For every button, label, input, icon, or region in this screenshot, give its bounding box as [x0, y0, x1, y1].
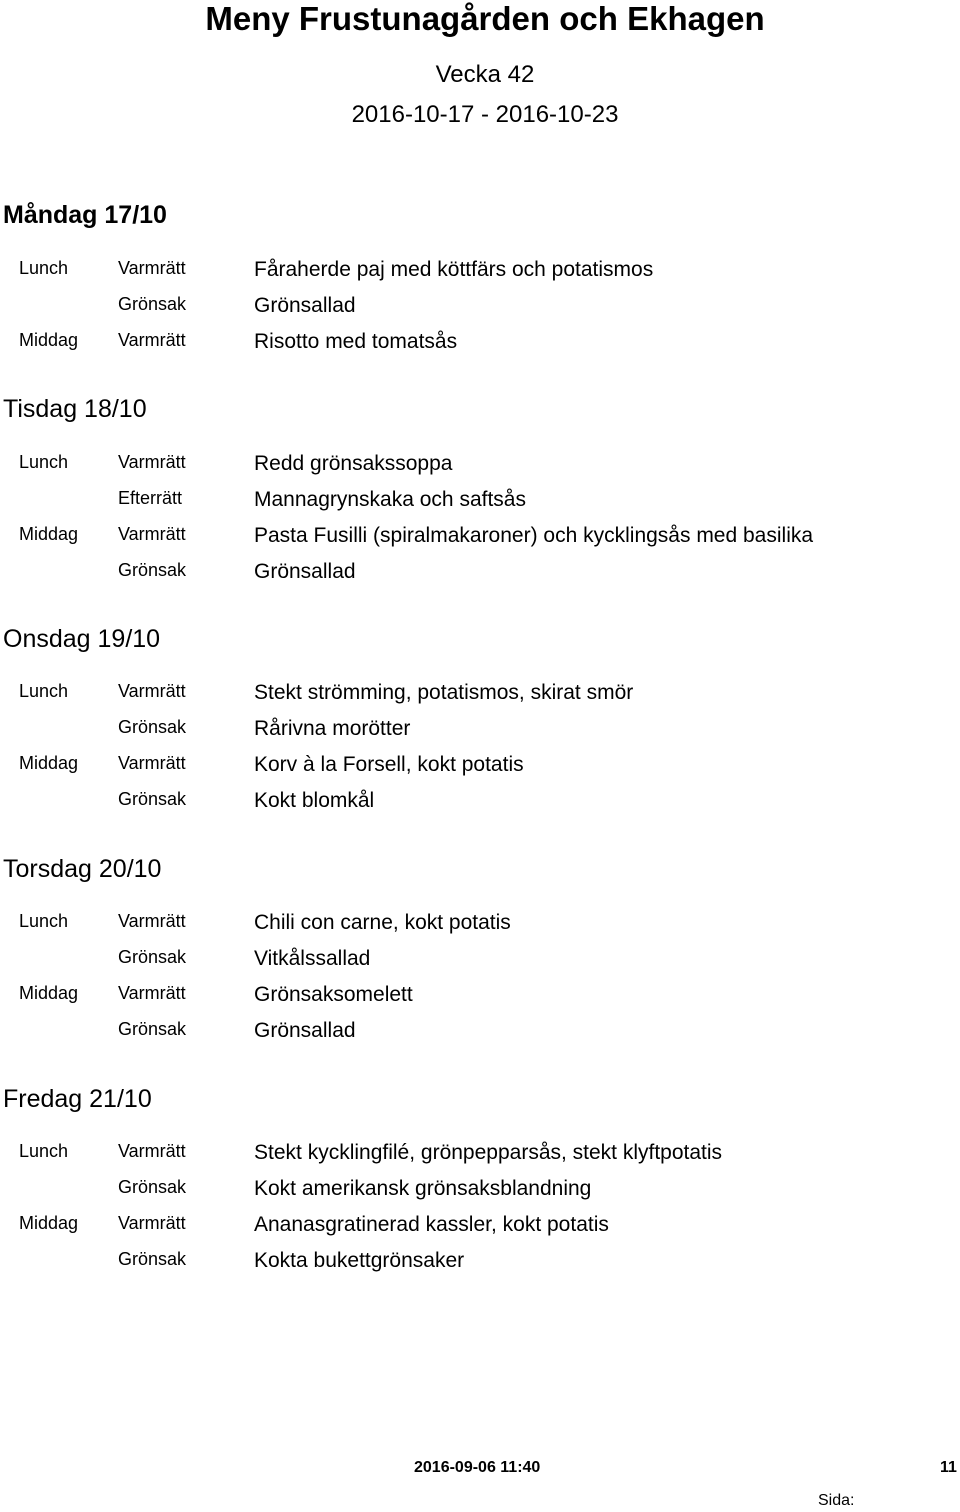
course-type: Varmrätt: [118, 681, 186, 701]
menu-row: [0, 1139, 960, 1175]
menu-row: [0, 1017, 960, 1053]
course-type: Varmrätt: [118, 983, 186, 1003]
dish-name: Vitkålssallad: [254, 947, 371, 970]
dish-name: Rårivna morötter: [254, 717, 411, 740]
dish-name: Ananasgratinerad kassler, kokt potatis: [254, 1213, 609, 1236]
dish-name: Fåraherde paj med köttfärs och potatismos: [254, 258, 654, 281]
meal-label: Lunch: [19, 681, 69, 701]
meal-label: Lunch: [19, 1141, 69, 1161]
footer-page-label: Sida:: [818, 1492, 855, 1509]
meal-label: Middag: [19, 1213, 79, 1233]
menu-row: [0, 981, 960, 1017]
dish-name: Risotto med tomatsås: [254, 330, 458, 353]
course-type: Efterrätt: [118, 488, 183, 508]
day-heading: Fredag 21/10: [3, 1085, 152, 1113]
menu-row: [0, 522, 960, 558]
menu-row: [0, 945, 960, 981]
course-type: Varmrätt: [118, 911, 186, 931]
course-type: Grönsak: [118, 947, 187, 967]
menu-row: [0, 679, 960, 715]
day-heading: Tisdag 18/10: [3, 395, 147, 423]
menu-row: [0, 328, 960, 364]
menu-row: [0, 1175, 960, 1211]
dish-name: Chili con carne, kokt potatis: [254, 911, 511, 934]
date-range: 2016-10-17 - 2016-10-23: [351, 101, 619, 128]
dish-name: Redd grönsakssoppa: [254, 452, 453, 475]
menu-row: [0, 558, 960, 594]
day-heading: Torsdag 20/10: [3, 855, 162, 883]
menu-row: [0, 486, 960, 522]
meal-label: Middag: [19, 983, 79, 1003]
meal-label: Lunch: [19, 258, 69, 278]
course-type: Varmrätt: [118, 1213, 186, 1233]
dish-name: Grönsallad: [254, 294, 356, 317]
dish-name: Pasta Fusilli (spiralmakaroner) och kycklingsås med basilika: [254, 524, 814, 547]
course-type: Grönsak: [118, 560, 187, 580]
meal-label: Lunch: [19, 452, 69, 472]
dish-name: Grönsaksomelett: [254, 983, 413, 1006]
course-type: Grönsak: [118, 1019, 187, 1039]
menu-row: [0, 1211, 960, 1247]
course-type: Grönsak: [118, 717, 187, 737]
meal-label: Middag: [19, 330, 79, 350]
course-type: Varmrätt: [118, 1141, 186, 1161]
dish-name: Grönsallad: [254, 560, 356, 583]
dish-name: Stekt kycklingfilé, grönpepparsås, stekt klyftpotatis: [254, 1141, 723, 1164]
day-heading: Onsdag 19/10: [3, 625, 161, 653]
course-type: Grönsak: [118, 1177, 187, 1197]
course-type: Varmrätt: [118, 524, 186, 544]
menu-row: [0, 715, 960, 751]
menu-row: [0, 751, 960, 787]
dish-name: Kokt amerikansk grönsaksblandning: [254, 1177, 592, 1200]
course-type: Varmrätt: [118, 330, 186, 350]
day-heading: Måndag 17/10: [3, 201, 167, 229]
dish-name: Mannagrynskaka och saftsås: [254, 488, 526, 511]
dish-name: Stekt strömming, potatismos, skirat smör: [254, 681, 634, 704]
menu-row: [0, 292, 960, 328]
menu-row: [0, 256, 960, 292]
meal-label: Middag: [19, 524, 79, 544]
menu-row: [0, 1247, 960, 1283]
meal-label: Middag: [19, 753, 79, 773]
meal-label: Lunch: [19, 911, 69, 931]
course-type: Grönsak: [118, 1249, 187, 1269]
footer-page-number: 11: [940, 1459, 957, 1476]
menu-row: [0, 909, 960, 945]
course-type: Varmrätt: [118, 753, 186, 773]
dish-name: Grönsallad: [254, 1019, 356, 1042]
dish-name: Kokta bukettgrönsaker: [254, 1249, 465, 1272]
course-type: Varmrätt: [118, 452, 186, 472]
footer-timestamp: 2016-09-06 11:40: [414, 1459, 541, 1476]
dish-name: Korv à la Forsell, kokt potatis: [254, 753, 524, 776]
dish-name: Kokt blomkål: [254, 789, 375, 812]
course-type: Grönsak: [118, 789, 187, 809]
course-type: Varmrätt: [118, 258, 186, 278]
course-type: Grönsak: [118, 294, 187, 314]
menu-row: [0, 450, 960, 486]
week-label: Vecka 42: [435, 61, 535, 88]
menu-row: [0, 787, 960, 823]
page-title: Meny Frustunagården och Ekhagen: [205, 0, 765, 37]
